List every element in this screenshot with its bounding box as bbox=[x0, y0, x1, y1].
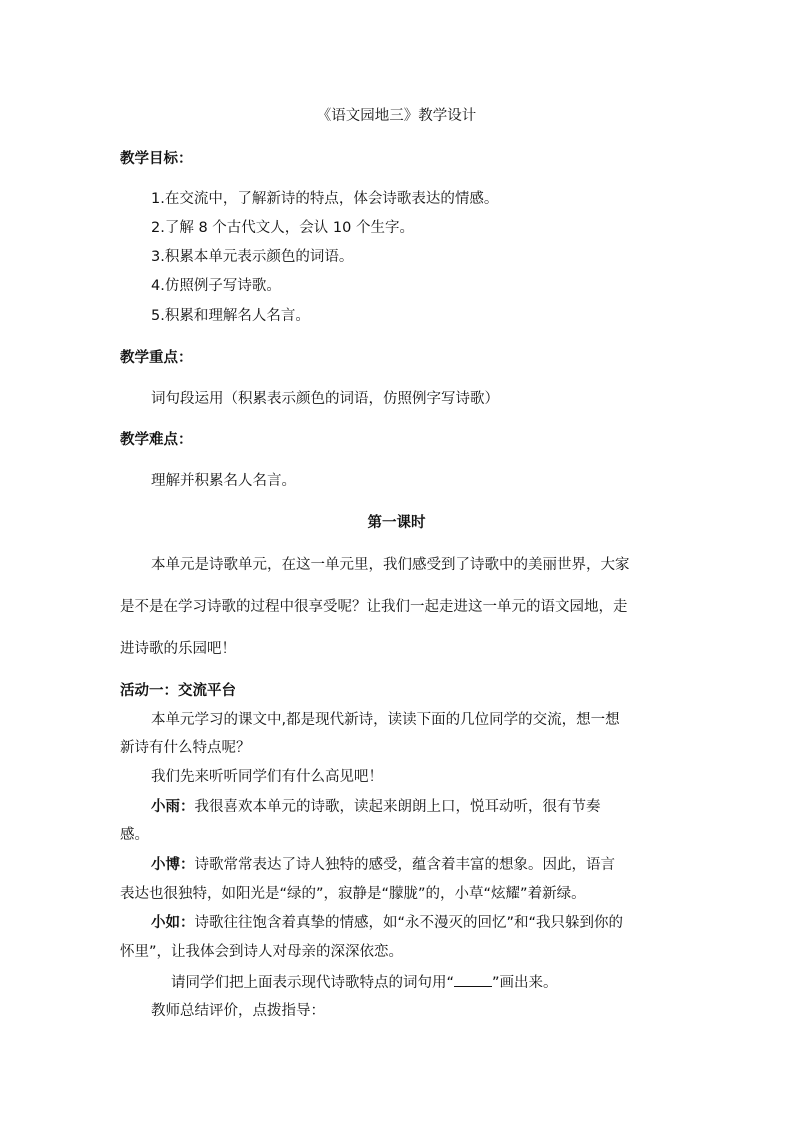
instruction-line bbox=[171, 972, 558, 993]
comment-text: 怀里”，让我体会到诗人对母亲的深深依恋。 bbox=[120, 944, 404, 960]
objective-item: 5.积累和理解名人名言。 bbox=[151, 308, 310, 324]
student-comment bbox=[151, 855, 615, 875]
objective-item: 4.仿照例子写诗歌。 bbox=[151, 278, 281, 294]
key-points-heading: 教学重点： bbox=[120, 350, 193, 366]
lesson-heading: 第一课时 bbox=[367, 515, 426, 531]
intro-line: 进诗歌的乐园吧！ bbox=[120, 641, 236, 657]
objectives-heading: 教学目标： bbox=[120, 151, 193, 167]
comment-text: 表达也很独特，如阳光是“绿的”，寂静是“朦胧”的，小草“炫耀”着新绿。 bbox=[120, 886, 586, 902]
objective-item: 2.了解 8 个古代文人，会认 10 个生字。 bbox=[151, 220, 414, 236]
activity-line: 新诗有什么特点呢？ bbox=[120, 740, 251, 756]
comment-text: 诗歌常常表达了诗人独特的感受，蕴含着丰富的想象。因此，语言 bbox=[194, 857, 615, 873]
student-comment bbox=[151, 913, 623, 933]
summary-line: 教师总结评价，点拨指导： bbox=[151, 1003, 325, 1019]
activity-line: 本单元学习的课文中,都是现代新诗，读读下面的几位同学的交流，想一想 bbox=[151, 712, 620, 728]
difficulties-text: 理解并积累名人名言。 bbox=[151, 473, 296, 489]
comment-text: 我很喜欢本单元的诗歌，读起来朗朗上口，悦耳动听，很有节奏 bbox=[194, 799, 601, 815]
intro-line: 本单元是诗歌单元，在这一单元里，我们感受到了诗歌中的美丽世界，大家 bbox=[151, 557, 630, 573]
intro-line: 是不是在学习诗歌的过程中很享受呢？让我们一起走进这一单元的语文园地，走 bbox=[120, 599, 628, 615]
student-name: 小如： bbox=[151, 915, 195, 931]
page-title: 《语文园地三》教学设计 bbox=[316, 108, 477, 124]
instruction-text: 请同学们把上面表示现代诗歌特点的词句用“ bbox=[171, 975, 455, 991]
activity-heading: 活动一：交流平台 bbox=[120, 683, 236, 699]
comment-text: 感。 bbox=[120, 827, 149, 843]
objective-item: 1.在交流中，了解新诗的特点，体会诗歌表达的情感。 bbox=[151, 191, 499, 207]
comment-text: 诗歌往往饱含着真挚的情感，如“永不漫灭的回忆”和“我只躲到你的 bbox=[194, 915, 624, 931]
instruction-text: ”画出来。 bbox=[492, 975, 558, 991]
student-name: 小博： bbox=[151, 857, 195, 873]
student-comment bbox=[151, 797, 601, 817]
student-name: 小雨： bbox=[151, 799, 195, 815]
underline-blank bbox=[454, 972, 492, 987]
key-points-text: 词句段运用（积累表示颜色的词语，仿照例字写诗歌） bbox=[151, 391, 499, 407]
difficulties-heading: 教学难点： bbox=[120, 432, 193, 448]
activity-line: 我们先来听听同学们有什么高见吧！ bbox=[151, 769, 383, 785]
objective-item: 3.积累本单元表示颜色的词语。 bbox=[151, 249, 354, 265]
